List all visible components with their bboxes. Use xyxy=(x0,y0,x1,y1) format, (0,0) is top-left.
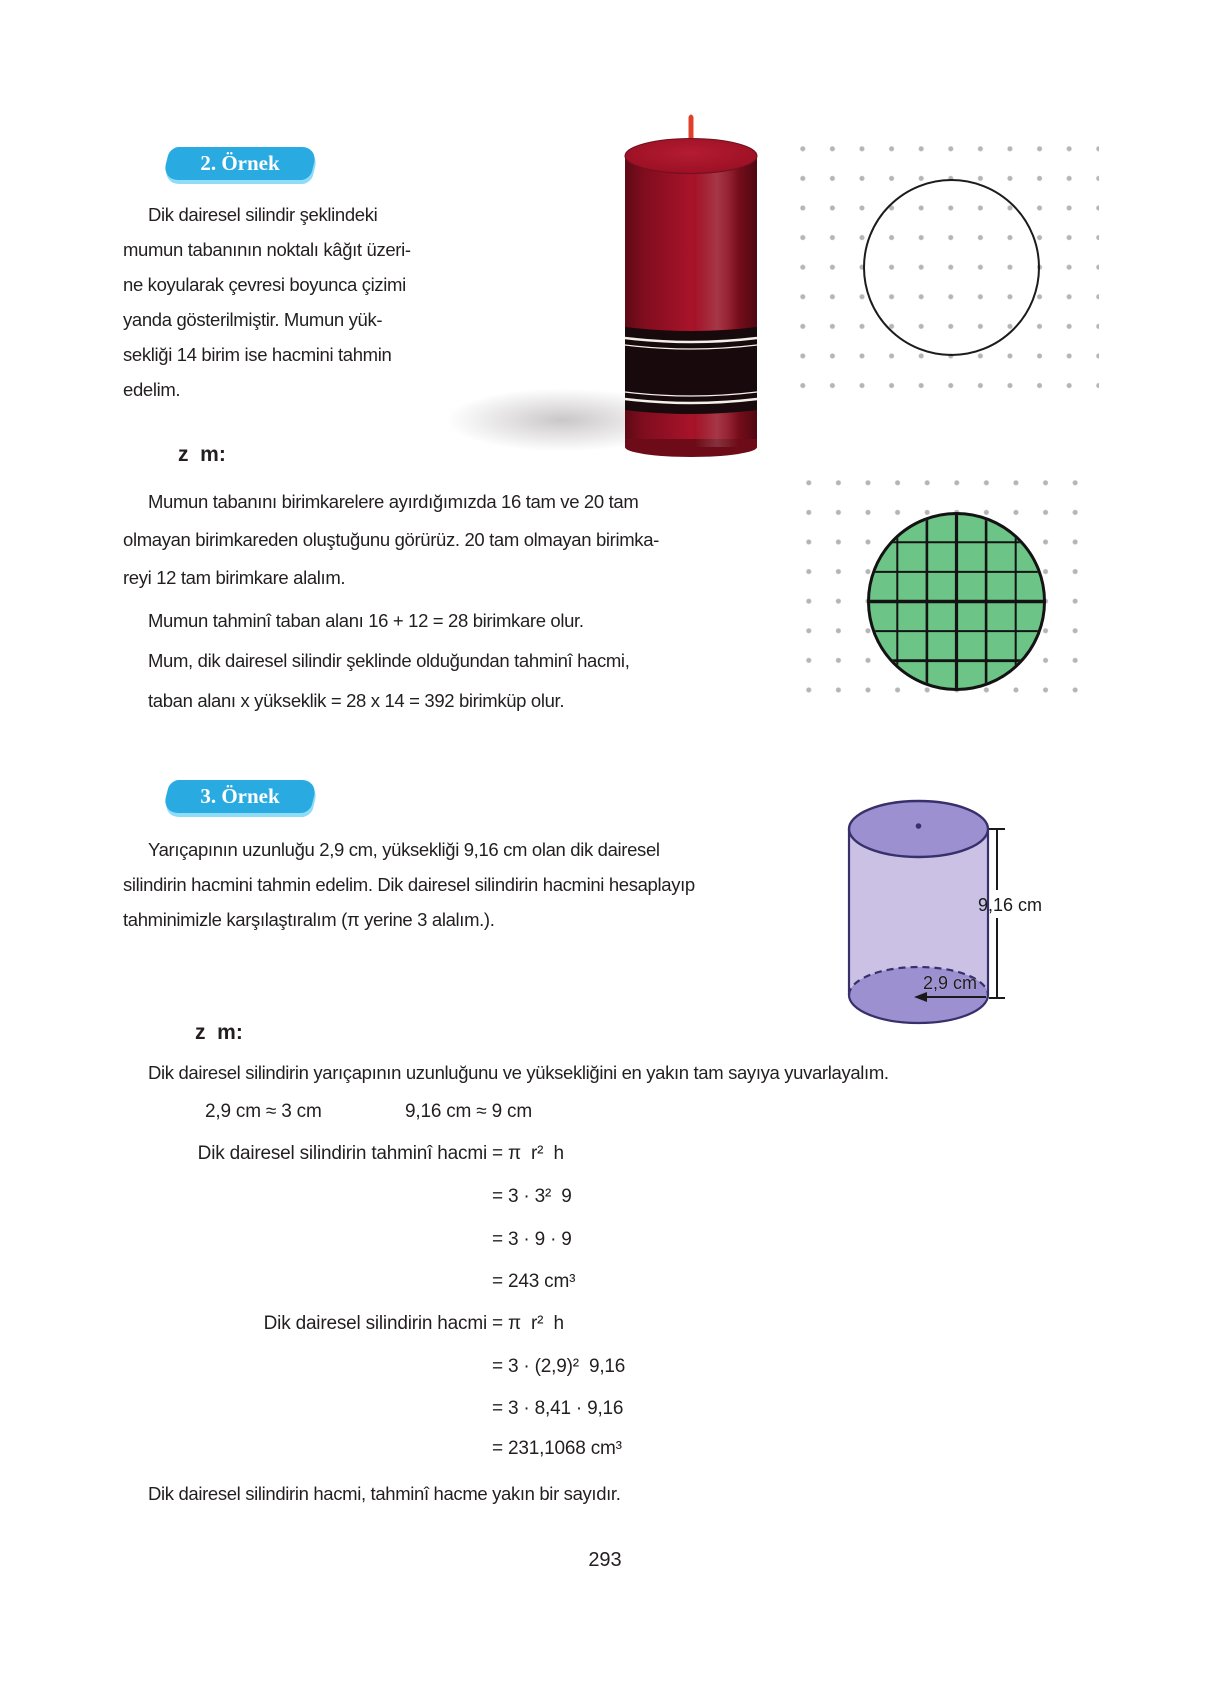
example2-paragraph-line: Dik dairesel silindir şeklindeki xyxy=(148,204,378,225)
example-3-badge-label: 3. Örnek xyxy=(200,784,280,808)
example2-paragraph-line: edelim. xyxy=(123,379,181,400)
example-2-badge xyxy=(162,147,318,180)
solution-heading: z m: xyxy=(195,1021,243,1044)
example3-paragraph-line: silindirin hacmini tahmin edelim. Dik dairesel silindirin hacmini hesaplayıp xyxy=(123,874,695,895)
estimate-step: = 3 · 3² 9 xyxy=(492,1186,572,1207)
example2-volume-line: taban alanı x yükseklik = 28 x 14 = 392 birimküp olur. xyxy=(148,690,565,711)
example2-solution-line: olmayan birimkareden oluştuğunu görürüz. 20 tam olmayan birimka- xyxy=(123,529,659,550)
candle-band xyxy=(625,327,757,414)
estimate-equation-label: Dik dairesel silindirin tahminî hacmi xyxy=(197,1143,487,1164)
top-center-dot xyxy=(916,823,922,829)
example2-paragraph-line: mumun tabanının noktalı kâğıt üzeri- xyxy=(123,239,411,260)
solution-heading: z m: xyxy=(178,443,226,466)
page-number: 293 xyxy=(588,1549,622,1571)
height-label: 9,16 cm xyxy=(978,895,1043,915)
unit-square-circle-figure xyxy=(864,509,1049,694)
example-2-badge-label: 2. Örnek xyxy=(200,151,280,175)
estimate-result: = 243 cm³ xyxy=(492,1271,576,1292)
example2-solution-line: Mumun tabanını birimkarelere ayırdığımızda 16 tam ve 20 tam xyxy=(148,491,639,512)
estimate-formula: = π r² h xyxy=(492,1143,564,1164)
candle-photo xyxy=(555,95,770,470)
estimate-step: = 3 · 9 · 9 xyxy=(492,1229,572,1250)
example2-paragraph-line: ne koyularak çevresi boyunca çizimi xyxy=(123,274,406,295)
cylinder-figure xyxy=(780,740,1080,1030)
radius-label: 2,9 cm xyxy=(923,973,978,993)
height-rounding: 9,16 cm ≈ 9 cm xyxy=(405,1101,532,1122)
example2-area-line: Mumun tahminî taban alanı 16 + 12 = 28 birimkare olur. xyxy=(148,610,584,631)
exact-equation-label: Dik dairesel silindirin hacmi xyxy=(263,1313,487,1334)
example2-paragraph-line: sekliği 14 birim ise hacmini tahmin xyxy=(123,344,392,365)
example3-intro-line: Dik dairesel silindirin yarıçapının uzunluğunu ve yüksekliğini en yakın tam sayıya yuvarlayalım. xyxy=(148,1062,889,1083)
cylinder-top-cap xyxy=(849,801,988,857)
example3-paragraph-line: Yarıçapının uzunluğu 2,9 cm, yüksekliği 9,16 cm olan dik dairesel xyxy=(148,839,660,860)
conclusion-line: Dik dairesel silindirin hacmi, tahminî hacme yakın bir sayıdır. xyxy=(148,1483,621,1504)
example2-volume-line: Mum, dik dairesel silindir şeklinde olduğundan tahminî hacmi, xyxy=(148,650,630,671)
example2-paragraph-line: yanda gösterilmiştir. Mumun yük- xyxy=(123,309,383,330)
example-3-badge xyxy=(162,780,318,813)
example2-solution-line: reyi 12 tam birimkare alalım. xyxy=(123,567,346,588)
candle-base-circle xyxy=(863,179,1040,356)
unit-grid-lines xyxy=(864,509,1049,694)
candle-top-face xyxy=(625,139,757,174)
radius-rounding: 2,9 cm ≈ 3 cm xyxy=(205,1101,322,1122)
example3-paragraph-line: tahminimizle karşılaştıralım (π yerine 3 alalım.). xyxy=(123,909,495,930)
exact-result: = 231,1068 cm³ xyxy=(492,1438,622,1459)
exact-formula: = π r² h xyxy=(492,1313,564,1334)
exact-step: = 3 · 8,41 · 9,16 xyxy=(492,1398,624,1419)
exact-step: = 3 · (2,9)² 9,16 xyxy=(492,1356,626,1377)
